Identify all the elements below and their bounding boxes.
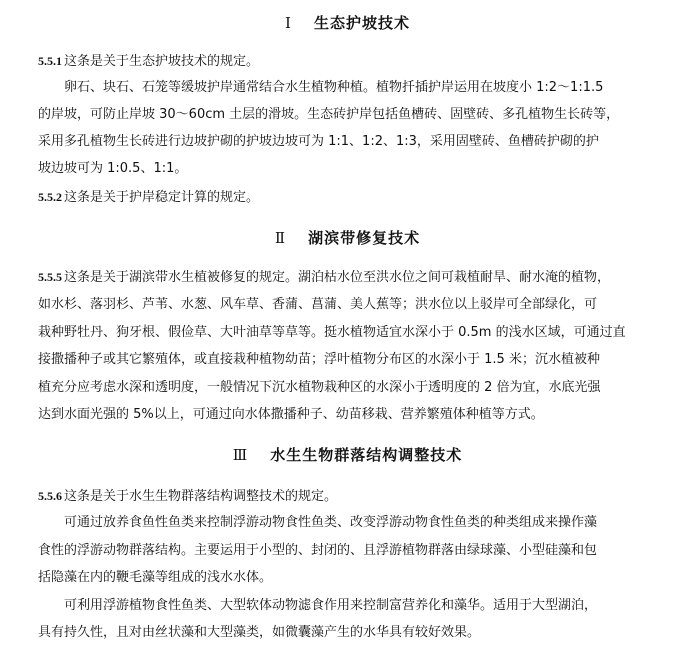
paragraph-line: 括隐藻在内的鞭毛藻等组成的浅水水体。 xyxy=(38,570,273,585)
paragraph-line: 植充分应考虑水深和透明度，一般情况下沉水植物栽种区的水深小于透明度的 2 倍为宜，水底光强 xyxy=(38,380,601,395)
paragraph-line: 采用多孔植物生长砖进行边坡护砌的护坡边坡可为 1:1、1:2、1:3，采用固壁砖、鱼槽砖护砌的护 xyxy=(38,134,599,149)
clause-code: 5.5.1 xyxy=(38,54,62,68)
clause-lead: 这条是关于生态护坡技术的规定。 xyxy=(64,54,260,69)
section-title: 水生生物群落结构调整技术 xyxy=(270,446,463,464)
paragraph-line: 接撒播种子或其它繁殖体，或直接栽种植物幼苗；浮叶植物分布区的水深小于 1.5 米；沉水植被种 xyxy=(38,352,600,367)
paragraph-line: 的岸坡，可防止岸坡 30～60cm 土层的滑坡。生态砖护岸包括鱼槽砖、固壁砖、多孔植物生长砖等， xyxy=(38,107,620,122)
section-title: 湖滨带修复技术 xyxy=(308,229,421,247)
clause-5-5-1-header xyxy=(38,52,259,71)
clause-code: 5.5.5 xyxy=(38,270,62,284)
paragraph-line: 如水杉、落羽杉、芦苇、水葱、风车草、香蒲、菖蒲、美人蕉等；洪水位以上驳岸可全部绿化，可 xyxy=(38,297,598,312)
clause-lead: 这条是关于护岸稳定计算的规定。 xyxy=(64,190,260,205)
paragraph-line: 可利用浮游植物食性鱼类、大型软体动物滤食作用来控制富营养化和藻华。适用于大型湖泊， xyxy=(64,598,598,613)
paragraph-line: 栽种野牡丹、狗牙根、假俭草、大叶油草等草等。挺水植物适宜水深小于 0.5m 的浅水区域，可通过直 xyxy=(38,325,626,340)
section-heading-1 xyxy=(0,14,695,32)
section-number: Ⅰ xyxy=(285,14,292,32)
clause-lead: 这条是关于水生生物群落结构调整技术的规定。 xyxy=(64,489,338,504)
clause-5-5-2-header xyxy=(38,188,259,207)
section-number: Ⅲ xyxy=(232,446,249,464)
clause-5-5-5-header xyxy=(38,268,610,287)
section-heading-3 xyxy=(0,446,695,464)
clause-5-5-6-header xyxy=(38,487,337,506)
section-number: Ⅱ xyxy=(274,229,287,247)
paragraph-line: 可通过放养食鱼性鱼类来控制浮游动物食性鱼类、改变浮游动物食性鱼类的种类组成来操作藻 xyxy=(64,515,598,530)
paragraph-line: 坡边坡可为 1:0.5、1:1。 xyxy=(38,161,188,176)
section-heading-2 xyxy=(0,229,695,247)
section-title: 生态护坡技术 xyxy=(313,14,410,32)
paragraph-line: 达到水面光强的 5%以上，可通过向水体撒播种子、幼苗移栽、营养繁殖体种植等方式。 xyxy=(38,407,544,422)
paragraph-line: 食性的浮游动物群落结构。主要运用于小型的、封闭的、且浮游植物群落由绿球藻、小型硅藻和包 xyxy=(38,543,598,558)
clause-lead: 这条是关于湖滨带水生植被修复的规定。湖泊枯水位至洪水位之间可栽植耐旱、耐水淹的植物， xyxy=(64,270,611,285)
paragraph-line: 卵石、块石、石笼等缓坡护岸通常结合水生植物种植。植物扦插护岸运用在坡度小 1:2～1:1.5 xyxy=(64,80,604,95)
paragraph-line: 具有持久性，且对由丝状藻和大型藻类，如微囊藻产生的水华具有较好效果。 xyxy=(38,625,481,640)
clause-code: 5.5.2 xyxy=(38,190,62,204)
clause-code: 5.5.6 xyxy=(38,489,62,503)
